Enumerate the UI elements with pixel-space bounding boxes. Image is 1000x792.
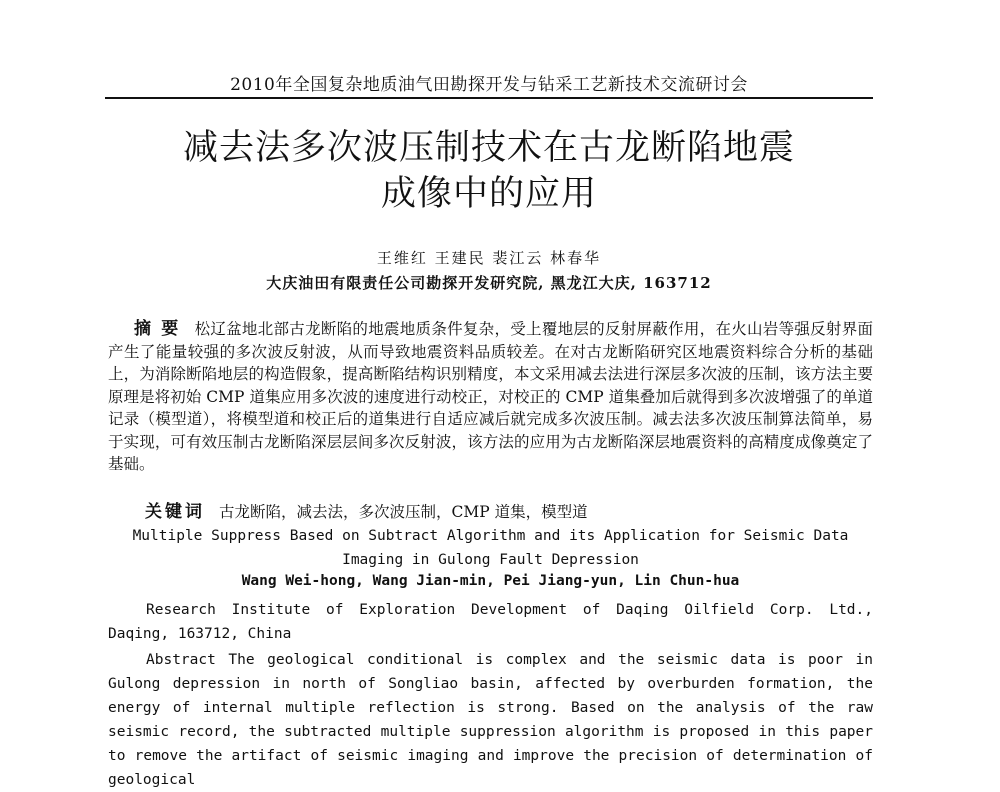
abstract-label: 摘要 xyxy=(134,319,189,339)
abstract-chinese xyxy=(108,318,873,476)
abstract-chinese-text: 松辽盆地北部古龙断陷的地震地质条件复杂，受上覆地层的反射屏蔽作用，在火山岩等强反射界面产生了能量较强的多次波反射波，从而导致地震资料品质较差。在对古龙断陷研究区地震资料综合分析的基础上，为消除断陷地层的构造假象，提高断陷结构识别精度，本文采用减去法进行深层多次波的压制，该方法主要原理是将初始 CMP 道集应用多次波的速度进行动校正，对校正的 CMP 道集叠加后就得到多次波增强了的单道记录（模型道），将模型道和校正后的道集进行自适应减后就完成多次波压制。减去法多次波压制算法简单，易于实现，可有效压制古龙断陷深层层间多次反射波，该方法的应用为古龙断陷深层地震资料的高精度成像奠定了基础。 xyxy=(108,320,873,473)
title-chinese xyxy=(105,125,873,217)
title-chinese-line1: 减去法多次波压制技术在古龙断陷地震 xyxy=(182,128,795,168)
authors-chinese: 王维红 王建民 裴江云 林春华 xyxy=(376,249,602,267)
keywords-label: 关键词 xyxy=(145,502,205,522)
header-rule xyxy=(105,97,873,99)
title-english-line2: Imaging in Gulong Fault Depression xyxy=(342,552,639,568)
title-english xyxy=(108,524,873,572)
keywords-text: 古龙断陷，减去法，多次波压制，CMP 道集，模型道 xyxy=(219,503,588,521)
affiliation-english: Research Institute of Exploration Development of Daqing Oilfield Corp. Ltd., Daqing, 163712, China xyxy=(108,602,873,642)
keywords-chinese xyxy=(145,497,873,522)
authors-english: Wang Wei-hong, Wang Jian-min, Pei Jiang-yun, Lin Chun-hua xyxy=(241,573,740,589)
abstract-english: Abstract The geological conditional is complex and the seismic data is poor in Gulong depression in north of Songliao basin, affected by overburden formation, the energy of internal multiple reflection is strong. Based on the analysis of the raw seismic record, the subtracted multiple suppression algorithm is proposed in this paper to remove the artifact of seismic imaging and improve the precision of determination of geological xyxy=(108,652,873,788)
affiliation-chinese: 大庆油田有限责任公司勘探开发研究院, 黑龙江大庆, 163712 xyxy=(266,274,712,292)
conference-header: 2010年全国复杂地质油气田勘探开发与钻采工艺新技术交流研讨会 xyxy=(230,75,748,95)
title-chinese-line2: 成像中的应用 xyxy=(380,174,597,214)
title-english-line1: Multiple Suppress Based on Subtract Algorithm and its Application for Seismic Data xyxy=(132,528,849,544)
